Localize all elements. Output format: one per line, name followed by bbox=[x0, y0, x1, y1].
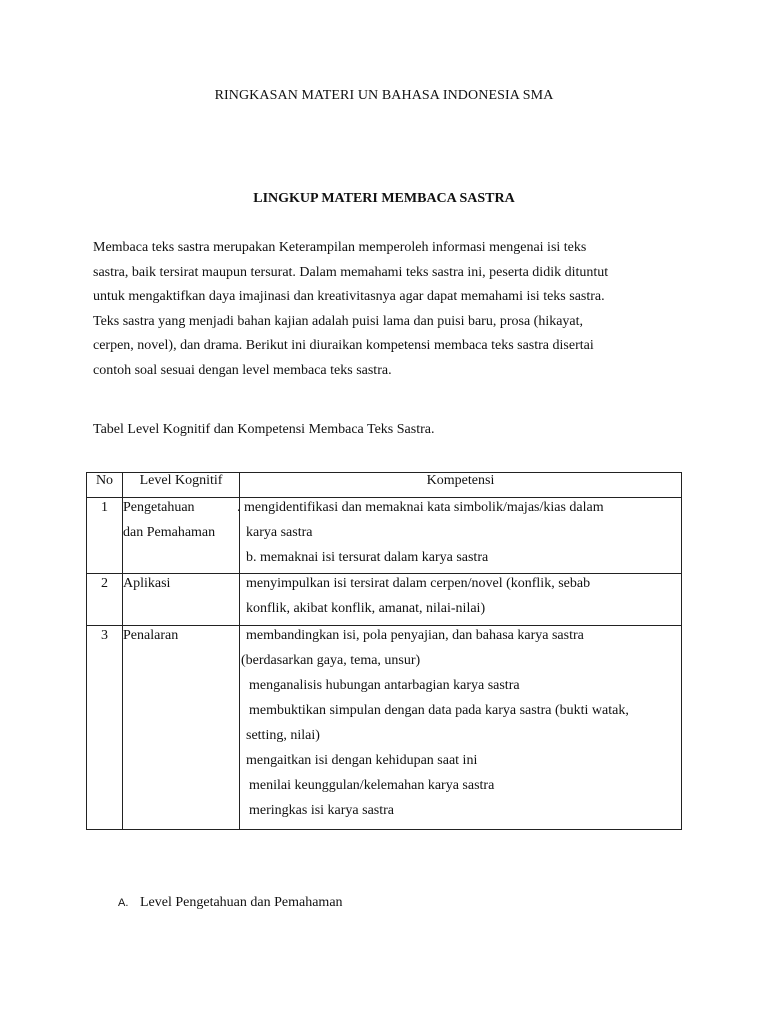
row-number: 2 bbox=[87, 574, 123, 626]
kompetensi-line: setting, nilai) bbox=[246, 728, 320, 743]
kompetensi-line: menganalisis hubungan antarbagian karya sastra bbox=[249, 678, 520, 693]
kompetensi-line: (berdasarkan gaya, tema, unsur) bbox=[241, 653, 421, 668]
kompetensi-cell bbox=[240, 574, 682, 626]
kompetensi-line: mengaitkan isi dengan kehidupan saat ini bbox=[246, 753, 478, 768]
kompetensi-cell bbox=[237, 498, 682, 574]
level-line: dan Pemahaman bbox=[123, 525, 216, 540]
header-kompetensi: Kompetensi bbox=[240, 473, 682, 498]
level-line: Penalaran bbox=[123, 628, 179, 643]
level-line: Aplikasi bbox=[123, 576, 171, 591]
table-header-row bbox=[87, 473, 682, 498]
paragraph-line: Teks sastra yang menjadi bahan kajian adalah puisi lama dan puisi baru, prosa (hikayat, bbox=[93, 313, 584, 329]
kompetensi-line: karya sastra bbox=[246, 525, 313, 540]
document-title: RINGKASAN MATERI UN BAHASA INDONESIA SMA bbox=[214, 88, 554, 103]
competency-table bbox=[86, 472, 682, 830]
level-line: Pengetahuan bbox=[123, 500, 195, 515]
kompetensi-cell bbox=[240, 626, 682, 830]
paragraph-line: untuk mengaktifkan daya imajinasi dan kreativitasnya agar dapat memahami isi teks sastra. bbox=[93, 289, 605, 305]
kompetensi-line: meringkas isi karya sastra bbox=[249, 803, 395, 818]
paragraph-line: sastra, baik tersirat maupun tersurat. Dalam memahami teks sastra ini, peserta didik dituntut bbox=[93, 264, 609, 280]
kompetensi-line: membandingkan isi, pola penyajian, dan bahasa karya sastra bbox=[246, 628, 584, 643]
level-cell bbox=[123, 574, 240, 626]
list-marker: A. bbox=[118, 897, 129, 909]
row-number: 1 bbox=[87, 498, 123, 574]
table-caption: Tabel Level Kognitif dan Kompetensi Membaca Teks Sastra. bbox=[93, 422, 435, 437]
table-row bbox=[87, 626, 682, 830]
kompetensi-line: b. memaknai isi tersurat dalam karya sastra bbox=[246, 550, 489, 565]
paragraph-line: cerpen, novel), dan drama. Berikut ini diuraikan kompetensi membaca teks sastra disertai bbox=[93, 338, 594, 354]
intro-paragraph bbox=[93, 239, 693, 387]
table-row bbox=[87, 574, 682, 626]
list-item-text: Level Pengetahuan dan Pemahaman bbox=[140, 895, 343, 910]
kompetensi-line: konflik, akibat konflik, amanat, nilai-nilai) bbox=[246, 601, 486, 616]
header-no: No bbox=[87, 473, 123, 498]
header-level: Level Kognitif bbox=[123, 473, 240, 498]
section-title: LINGKUP MATERI MEMBACA SASTRA bbox=[253, 191, 515, 206]
paragraph-line: Membaca teks sastra merupakan Keterampilan memperoleh informasi mengenai isi teks bbox=[93, 240, 587, 255]
level-cell bbox=[123, 498, 240, 574]
kompetensi-line: membuktikan simpulan dengan data pada karya sastra (bukti watak, bbox=[249, 703, 629, 718]
kompetensi-line: menyimpulkan isi tersirat dalam cerpen/novel (konflik, sebab bbox=[246, 576, 591, 591]
list-item bbox=[118, 895, 343, 911]
table-row bbox=[87, 498, 682, 574]
paragraph-line: contoh soal sesuai dengan level membaca teks sastra. bbox=[93, 362, 392, 378]
level-cell bbox=[123, 626, 240, 830]
kompetensi-line: . mengidentifikasi dan memaknai kata simbolik/majas/kias dalam bbox=[237, 500, 604, 515]
row-number: 3 bbox=[87, 626, 123, 830]
kompetensi-line: menilai keunggulan/kelemahan karya sastra bbox=[249, 778, 495, 793]
